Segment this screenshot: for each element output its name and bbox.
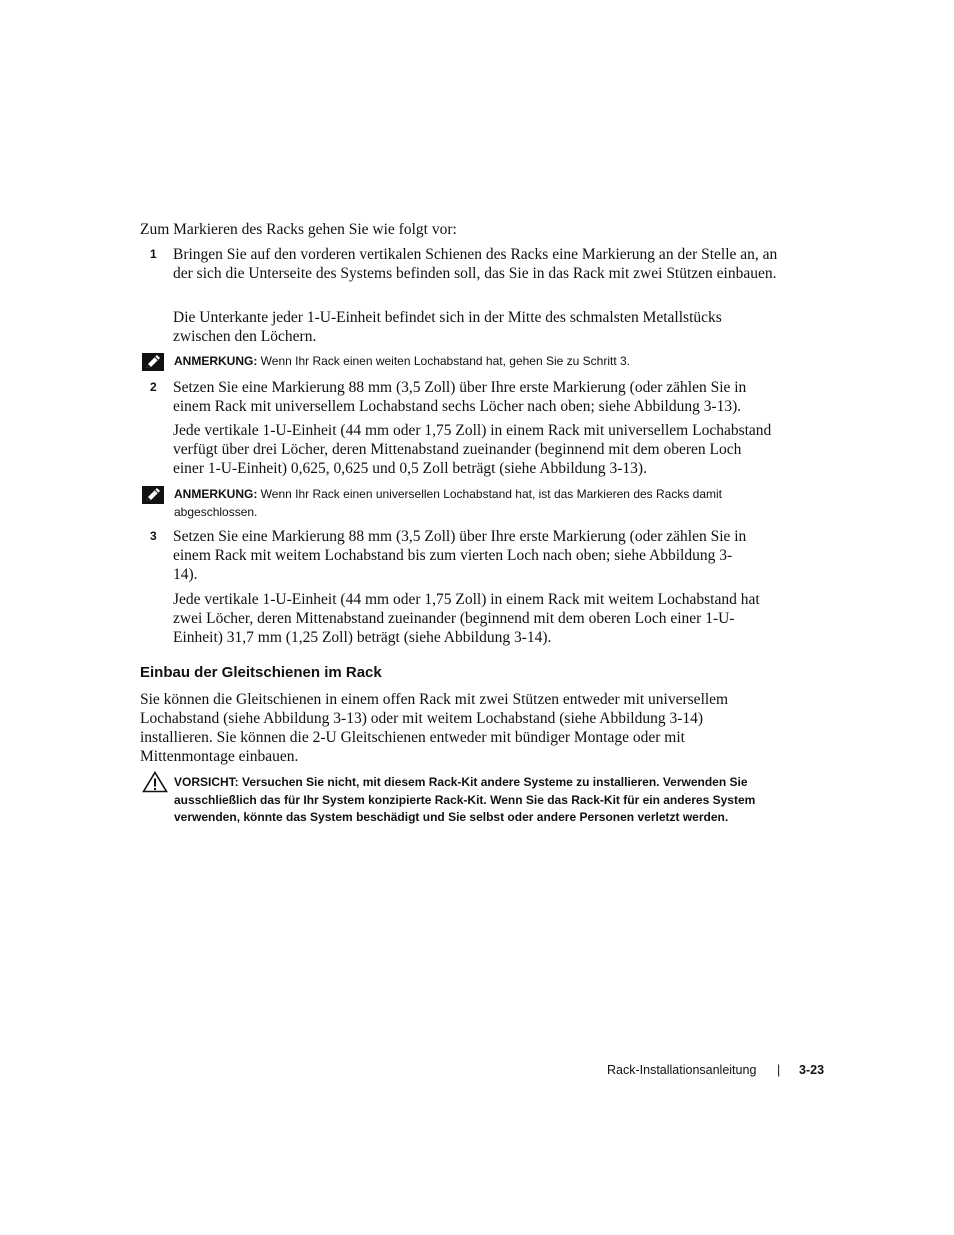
step-number: 2 <box>150 380 157 394</box>
step-1 <box>140 245 780 283</box>
step-text: Setzen Sie eine Markierung 88 mm (3,5 Zoll) über Ihre erste Markierung (oder zählen Sie in einem Rack mit universellem Lochabstand sechs Löcher nach oben; siehe Abbildung 3-13). <box>173 379 747 415</box>
caution-notice <box>140 774 780 827</box>
note-1 <box>140 353 780 371</box>
note-label: ANMERKUNG: <box>174 354 258 368</box>
note-2 <box>140 486 780 521</box>
step-number: 1 <box>150 247 157 261</box>
step-1-detail: Die Unterkante jeder 1-U-Einheit befindet sich in der Mitte des schmalsten Metallstücks zwischen den Löchern. <box>173 309 722 345</box>
step-text: Bringen Sie auf den vorderen vertikalen Schienen des Racks eine Markierung an der Stelle an, an der sich die Unterseite des Systems befinden soll, das Sie in das Rack mit zwei Stützen einbauen. <box>173 246 778 282</box>
caution-text: Versuchen Sie nicht, mit diesem Rack-Kit andere Systeme zu installieren. Verwenden Sie ausschließlich das für Ihr System konzipierte Rack-Kit. Wenn Sie das Rack-Kit für ein anderes System verwenden, könnte das System beschädigt und Sie selbst oder andere Personen verletzt werden. <box>174 775 756 824</box>
footer-separator: | <box>777 1063 781 1077</box>
step-text: Setzen Sie eine Markierung 88 mm (3,5 Zoll) über Ihre erste Markierung (oder zählen Sie in einem Rack mit weitem Lochabstand bis zum vierten Loch nach oben; siehe Abbildung 3-14). <box>173 528 747 583</box>
step-number: 3 <box>150 529 157 543</box>
note-label: ANMERKUNG: <box>174 487 258 501</box>
step-3 <box>140 527 780 584</box>
page-number: 3-23 <box>799 1063 825 1077</box>
section-paragraph: Sie können die Gleitschienen in einem offen Rack mit zwei Stützen entweder mit universellem Lochabstand (siehe Abbildung 3-13) oder mit weitem Lochabstand (siehe Abbildung 3-14) installieren. Sie können die 2-U Gleitschienen entweder mit bündiger Montage oder mit Mittenmontage einbauen. <box>140 691 729 765</box>
pencil-note-icon <box>142 353 164 371</box>
note-text: Wenn Ihr Rack einen universellen Lochabstand hat, ist das Markieren des Racks damit abgeschlossen. <box>174 487 723 519</box>
caution-label: VORSICHT: <box>174 775 239 789</box>
pencil-note-icon <box>142 486 164 504</box>
step-2 <box>140 378 780 416</box>
step-2-detail: Jede vertikale 1-U-Einheit (44 mm oder 1,75 Zoll) in einem Rack mit universellem Lochabstand verfügt über drei Löcher, deren Mittenabstand zueinander (beginnend mit dem oberen Loch einer 1-U-Einheit) 0,625, 0,625 und 0,5 Zoll beträgt (siehe Abbildung 3-13). <box>173 422 772 477</box>
footer-title: Rack-Installationsanleitung <box>607 1063 757 1077</box>
warning-triangle-icon <box>142 771 164 789</box>
section-heading: Einbau der Gleitschienen im Rack <box>140 664 382 681</box>
intro-text: Zum Markieren des Racks gehen Sie wie folgt vor: <box>140 221 457 238</box>
note-text: Wenn Ihr Rack einen weiten Lochabstand hat, gehen Sie zu Schritt 3. <box>257 354 631 368</box>
step-3-detail: Jede vertikale 1-U-Einheit (44 mm oder 1,75 Zoll) in einem Rack mit weitem Lochabstand hat zwei Löcher, deren Mittenabstand zueinander (beginnend mit dem oberen Loch einer 1-U-Einheit) 31,7 mm (1,25 Zoll) beträgt (siehe Abbildung 3-14). <box>173 591 760 646</box>
